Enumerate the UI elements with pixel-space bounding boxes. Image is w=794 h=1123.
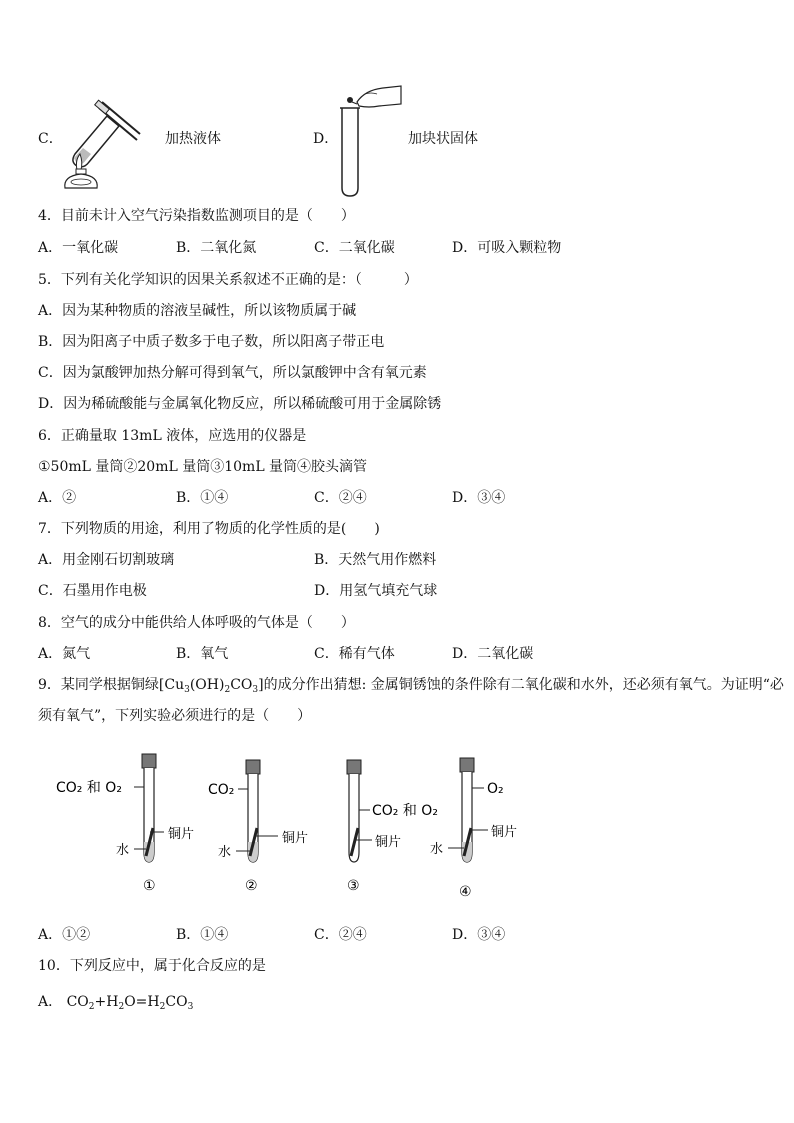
q6-instrument-list: ①50mL 量筒②20mL 量筒③10mL 量筒④胶头滴管	[38, 459, 368, 475]
q3-option-d-text: 加块状固体	[408, 131, 478, 147]
tube1-water-label: 水	[116, 843, 130, 858]
q5-option-c: C．因为氯酸钾加热分解可得到氧气，所以氯酸钾中含有氧元素	[38, 365, 427, 381]
tube-4	[430, 758, 517, 900]
q8-stem: 8．空气的成分中能供给人体呼吸的气体是（ ）	[38, 615, 355, 631]
q7-option-d: D．用氢气填充气球	[314, 583, 438, 599]
q6-option-a: A．②	[38, 490, 77, 506]
tube4-gas-label: O₂	[487, 781, 504, 797]
q7-option-a: A．用金刚石切割玻璃	[38, 552, 175, 568]
q4-option-a: A．一氧化碳	[38, 240, 119, 256]
q9-option-b: B．①④	[176, 927, 229, 943]
tube1-number: ①	[143, 878, 156, 894]
q5-option-a: A．因为某种物质的溶液呈碱性，所以该物质属于碱	[38, 303, 357, 319]
q3-option-c-text: 加热液体	[165, 131, 221, 147]
q10-equation: $CO_2+H_2O=H_2CO_3$	[66, 994, 194, 1012]
q4-option-c: C．二氧化碳	[314, 240, 395, 256]
q3-option-c-label: C．	[38, 131, 63, 147]
tube-3	[347, 760, 438, 894]
tube-2	[208, 760, 308, 894]
q7-option-b: B．天然气用作燃料	[314, 552, 437, 568]
tube1-gas-label: CO₂ 和 O₂	[56, 780, 122, 796]
q9-option-d: D．③④	[452, 927, 506, 943]
tube1-copper-label: 铜片	[168, 827, 195, 842]
q8-option-c: C．稀有气体	[314, 646, 395, 662]
q10-option-a: A． $CO_2+H_2O=H_2CO_3$	[38, 994, 194, 1012]
tube2-copper-label: 铜片	[282, 831, 309, 846]
q9-stem: 9．某同学根据铜绿$[Cu_3(OH)_2CO_3]$的成分作出猜想: 金属铜锈蚀的条件除有二氧化碳和水外，还必须有氧气。为证明“必	[38, 677, 784, 695]
q8-option-a: A．氮气	[38, 646, 91, 662]
q8-option-b: B．氧气	[176, 646, 229, 662]
tube4-water-label: 水	[430, 842, 444, 857]
q4-option-d: D．可吸入颗粒物	[452, 240, 562, 256]
q7-option-c: C．石墨用作电极	[38, 583, 147, 599]
q10-stem: 10．下列反应中，属于化合反应的是	[38, 958, 266, 974]
q6-option-d: D．③④	[452, 490, 506, 506]
q6-stem: 6．正确量取 13mL 液体，应选用的仪器是	[38, 428, 307, 444]
adding-solid-figure	[335, 82, 405, 198]
q5-option-d: D．因为稀硫酸能与金属氧化物反应，所以稀硫酸可用于金属除锈	[38, 396, 442, 412]
q9-option-a: A．①②	[38, 927, 91, 943]
tube2-water-label: 水	[218, 845, 232, 860]
tube4-copper-label: 铜片	[491, 825, 518, 840]
tube4-number: ④	[459, 884, 472, 900]
q9-stem-line2: 须有氧气”，下列实验必须进行的是（ ）	[38, 708, 312, 724]
q5-option-b: B．因为阳离子中质子数多于电子数，所以阳离子带正电	[38, 334, 385, 350]
q3-option-d-label: D．	[313, 131, 339, 147]
tube2-gas-label: CO₂	[208, 782, 235, 798]
q6-option-b: B．①④	[176, 490, 229, 506]
copper-corrosion-experiment-figure	[50, 752, 530, 908]
tube3-gas-label: CO₂ 和 O₂	[372, 803, 438, 819]
q6-option-c: C．②④	[314, 490, 367, 506]
tube-1	[56, 754, 194, 894]
tube2-number: ②	[245, 878, 258, 894]
q4-stem: 4．目前未计入空气污染指数监测项目的是（ ）	[38, 208, 355, 224]
heating-liquid-figure	[55, 96, 155, 192]
tube3-copper-label: 铜片	[375, 835, 402, 850]
q5-stem: 5．下列有关化学知识的因果关系叙述不正确的是：（ ）	[38, 272, 418, 288]
tube3-number: ③	[347, 878, 360, 894]
q8-option-d: D．二氧化碳	[452, 646, 534, 662]
q9-option-c: C．②④	[314, 927, 367, 943]
q4-option-b: B．二氧化氮	[176, 240, 257, 256]
q7-stem: 7．下列物质的用途，利用了物质的化学性质的是( )	[38, 521, 380, 537]
